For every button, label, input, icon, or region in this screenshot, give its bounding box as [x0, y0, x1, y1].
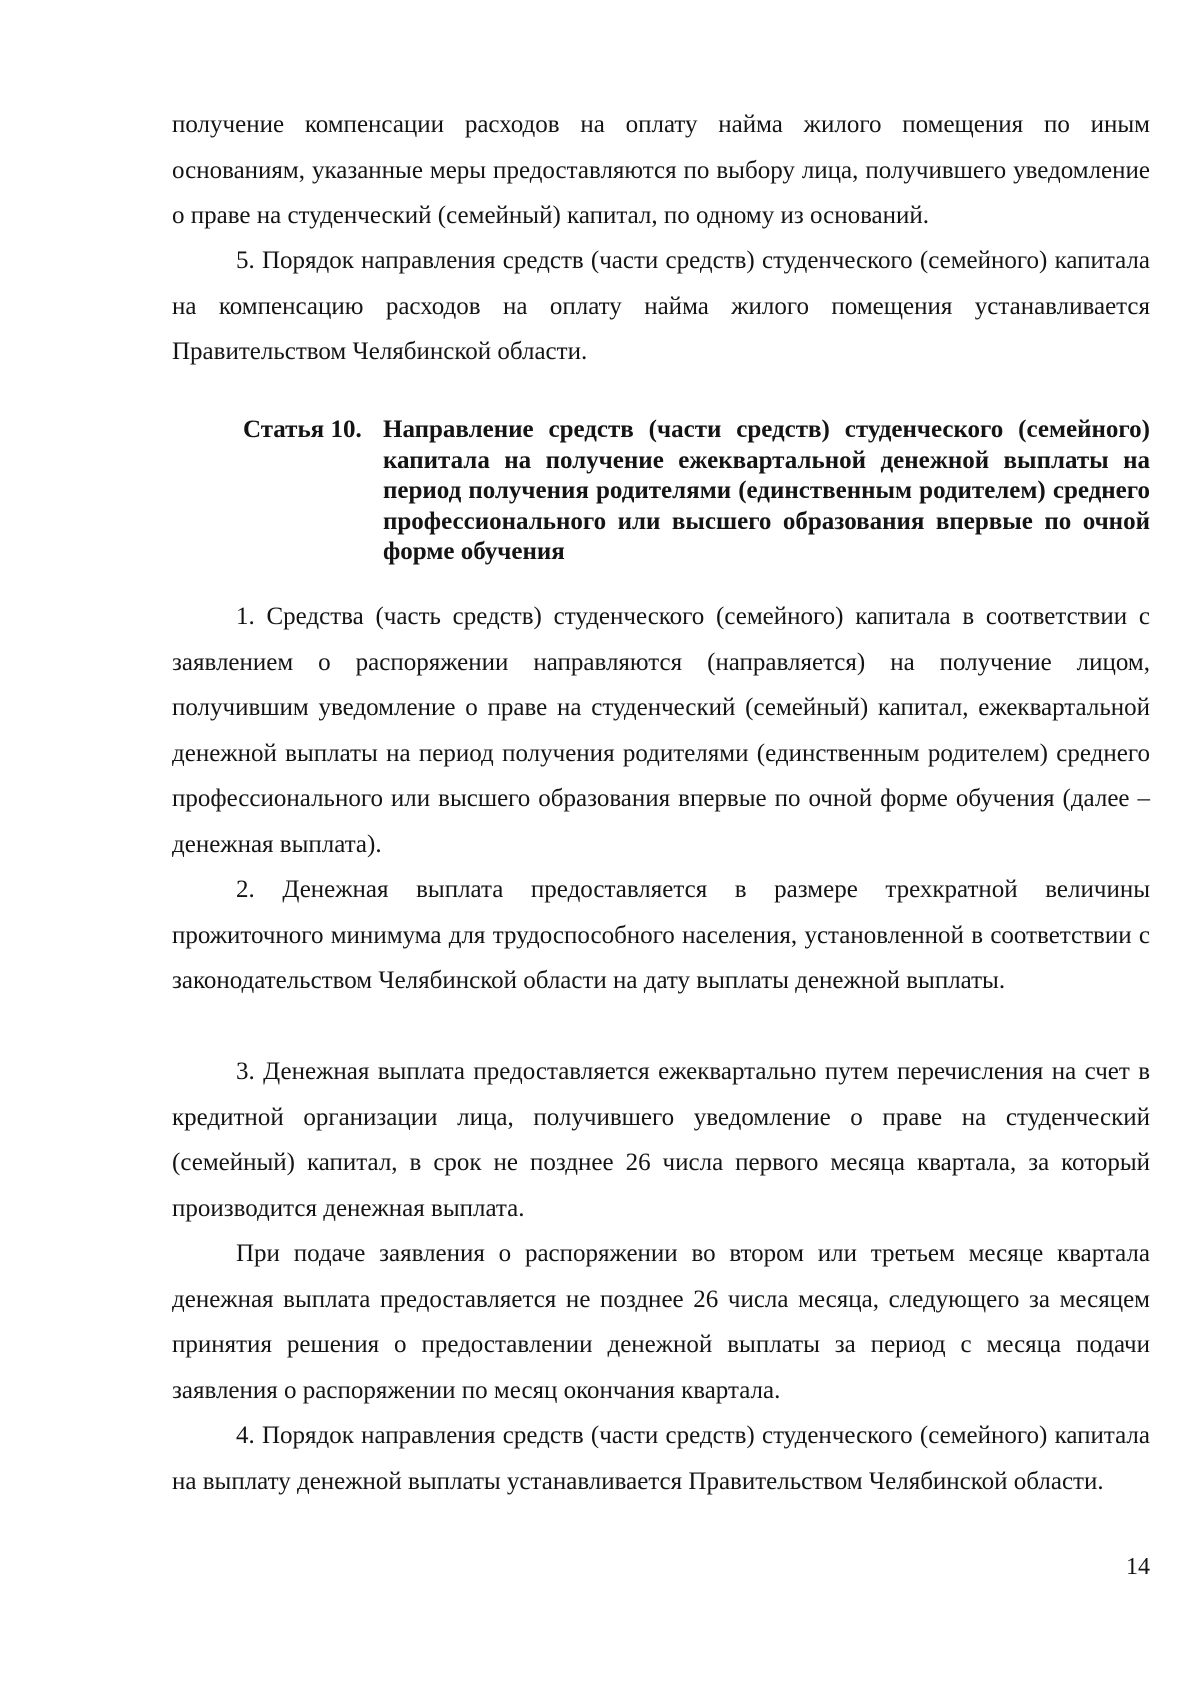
paragraph-item-2: 2. Денежная выплата предоставляется в размере трехкратной величины прожиточного минимума для трудоспособного населения, установленной в соответствии с законодательством Челябинской области на дату выплаты денежной выплаты. — [172, 876, 1150, 994]
article-heading — [243, 415, 1150, 568]
paragraph-item-1: 1. Средства (часть средств) студенческого (семейного) капитала в соответствии с заявлением о распоряжении направляются (направляется) на получение лицом, получившим уведомление о праве на студенческий (семейный) капитал, ежеквартальной денежной выплаты на период получения родителями (единственным родителем) среднего профессионального или высшего образования впервые по очной форме обучения (далее – денежная выплата). — [172, 603, 1150, 858]
paragraph-item-5: 5. Порядок направления средств (части средств) студенческого (семейного) капитала на компенсацию расходов на оплату найма жилого помещения устанавливается Правительством Челябинской области. — [172, 247, 1150, 365]
paragraph-item-4: 4. Порядок направления средств (части средств) студенческого (семейного) капитала на выплату денежной выплаты устанавливается Правительством Челябинской области. — [172, 1422, 1150, 1495]
page-number: 14 — [1126, 1554, 1150, 1580]
paragraph-item-3: 3. Денежная выплата предоставляется ежеквартально путем перечисления на счет в кредитной организации лица, получившего уведомление о праве на студенческий (семейный) капитал, в срок не позднее 26 числа первого месяца квартала, за который производится денежная выплата. — [172, 1058, 1150, 1222]
paragraph-item-3-continued: При подаче заявления о распоряжении во втором или третьем месяце квартала денежная выплата предоставляется не позднее 26 числа месяца, следующего за месяцем принятия решения о предоставлении денежной выплаты за период с месяца подачи заявления о распоряжении по месяц окончания квартала. — [172, 1240, 1150, 1404]
paragraph-continuation: получение компенсации расходов на оплату найма жилого помещения по иным основаниям, указанные меры предоставляются по выбору лица, получившего уведомление о праве на студенческий (семейный) капитал, по одному из оснований. — [172, 111, 1150, 229]
article-title: Направление средств (части средств) студенческого (семейного) капитала на получение ежеквартальной денежной выплаты на период получения родителями (единственным родителем) среднего профессионального или высшего образования впервые по очной форме обучения — [383, 416, 1150, 565]
article-number: Статья 10. — [243, 416, 362, 443]
